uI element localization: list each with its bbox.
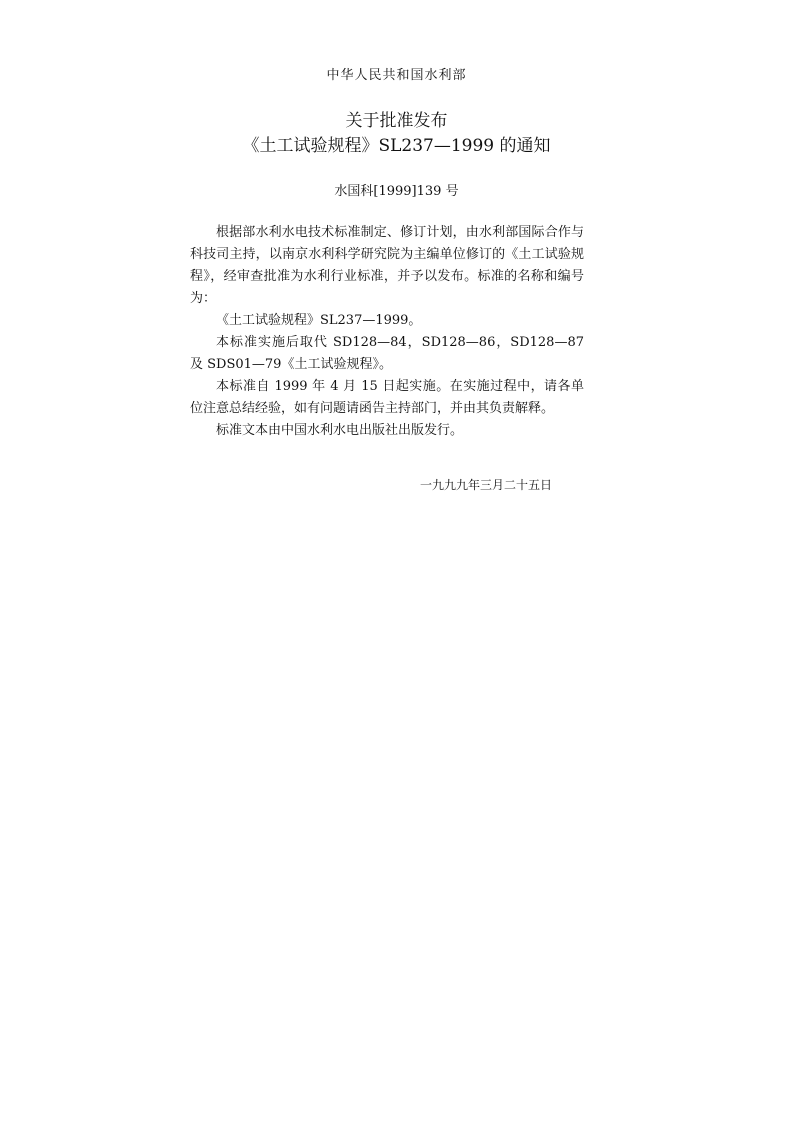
notice-title-line-1: 关于批准发布 (345, 111, 448, 131)
issuer-heading: 中华人民共和国水利部 (326, 68, 467, 83)
issue-date: 一九九九年三月二十五日 (420, 478, 553, 492)
notice-body (190, 222, 584, 442)
paragraph: 本标准实施后取代 SD128—84，SD128—86，SD128—87 及 SDS01—79《土工试验规程》。 (190, 335, 584, 372)
paragraph: 根据部水利水电技术标准制定、修订计划，由水利部国际合作与科技司主持，以南京水利科学研究院为主编单位修订的《土工试验规程》，经审查批准为水利行业标准，并予以发布。标准的名称和编号为： (190, 225, 584, 306)
paragraph: 本标准自 1999 年 4 月 15 日起实施。在实施过程中，请各单位注意总结经验，如有问题请函告主持部门，并由其负责解释。 (190, 379, 584, 416)
paragraph: 标准文本由中国水利水电出版社出版发行。 (216, 423, 464, 438)
paragraph: 《土工试验规程》SL237—1999。 (216, 313, 422, 328)
notice-title-line-2: 《土工试验规程》SL237—1999 的通知 (242, 136, 551, 156)
document-number: 水国科[1999]139 号 (334, 184, 459, 199)
